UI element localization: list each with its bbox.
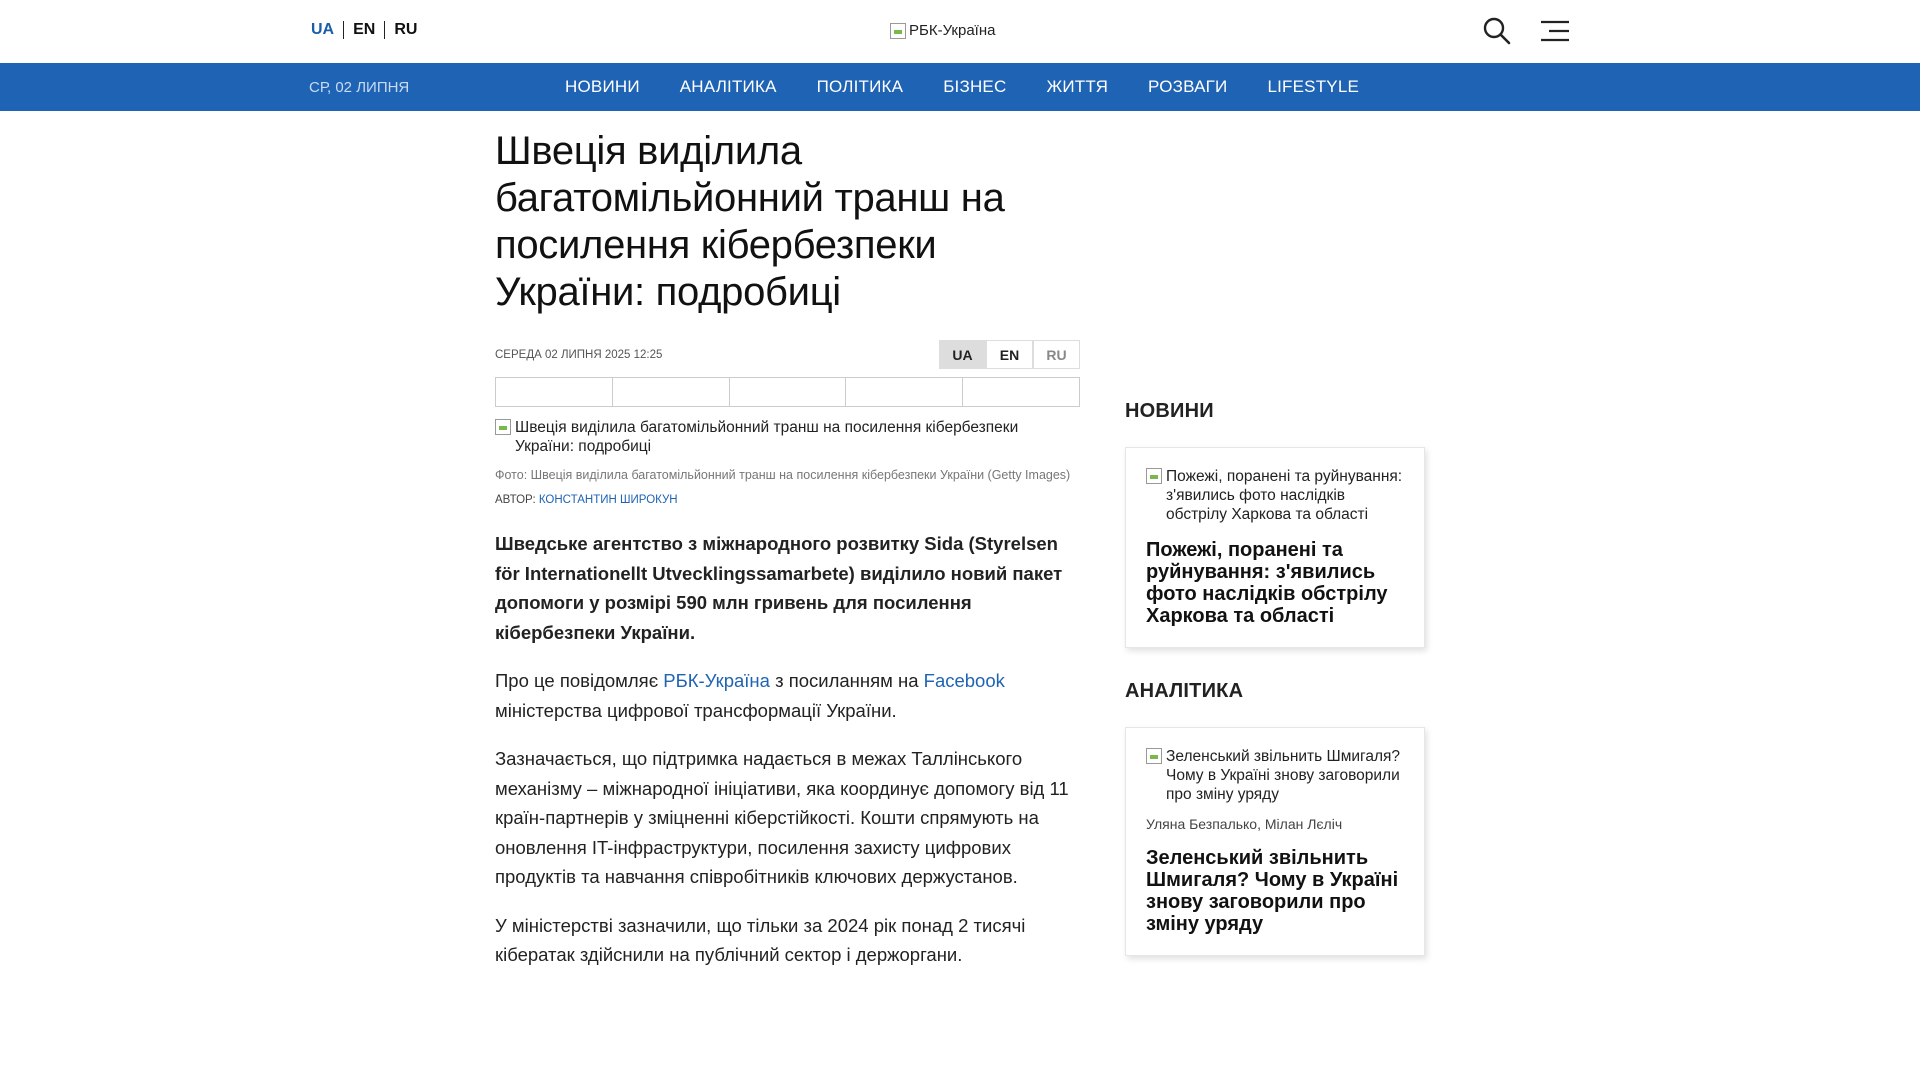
nav-item-entertainment[interactable]: РОЗВАГИ [1148,77,1228,96]
site-logo[interactable] [890,22,995,39]
article-image [495,418,1080,456]
article-language-switcher [939,340,1080,369]
nav-item-lifestyle[interactable]: LIFESTYLE [1267,77,1360,96]
p1-text: з посиланням на [769,670,924,691]
broken-image-icon [495,419,511,435]
main-navbar [0,63,1920,111]
article-date: СЕРЕДА 02 ЛИПНЯ 2025 12:25 [495,349,663,361]
nav-item-life[interactable]: ЖИТТЯ [1046,77,1109,96]
author-link[interactable]: КОНСТАНТИН ШИРОКУН [538,494,678,506]
analytics-card-authors: Уляна Безпалько, Мілан Лєліч [1146,816,1343,832]
news-card-image[interactable] [1146,467,1404,524]
news-card-headline[interactable]: Пожежі, поранені та руйнування: з'явились фото наслідків обстрілу Харкова та області [1146,539,1388,627]
article-lang-ua-button[interactable]: UA [939,340,986,369]
logo-alt-text: РБК-Україна [909,22,996,39]
search-icon[interactable] [1482,16,1512,46]
article-image-alt: Швеція виділила багатомільйонний транш на посилення кібербезпеки України: подробиці [515,419,1019,455]
article-paragraph: Зазначається, що підтримка надається в межах Таллінського механізму – міжнародної ініціативи, яка координує допомогу від 11 країн-партнерів у зміцненні кіберстійкості. Кошти спрямують на оновлення IT-інфраструктури, посилення захисту цифрових продуктів та навчання співробітників ключових держустанов. [495,748,1069,887]
lang-ua-link[interactable]: UA [311,21,335,38]
image-caption: Фото: Швеція виділила багатомільйонний транш на посилення кібербезпеки України (Getty Images) [495,468,1071,482]
article-paragraph [495,666,1080,725]
broken-image-icon [1146,468,1162,484]
p1-text: Про це повідомляє [495,670,664,691]
broken-image-icon [1146,748,1162,764]
share-button[interactable] [730,378,847,406]
nav-items [545,63,1379,111]
language-switcher [311,20,426,40]
share-button[interactable] [846,378,963,406]
article [495,128,1080,970]
broken-image-icon [890,23,906,39]
article-lang-ru-button[interactable]: RU [1033,340,1080,369]
analytics-card-image[interactable] [1146,747,1404,804]
analytics-card-image-alt: Зеленський звільнить Шмигаля? Чому в Україні знову заговорили про зміну уряду [1166,748,1401,803]
nav-item-analytics[interactable]: АНАЛІТИКА [679,77,777,96]
author-label: АВТОР: [495,494,536,506]
analytics-card[interactable] [1125,727,1425,956]
article-author [495,494,1080,506]
sidebar-news-title[interactable]: НОВИНИ [1125,400,1214,422]
share-button[interactable] [963,378,1079,406]
site-header [0,0,1920,63]
lang-ru-link[interactable]: RU [394,21,418,38]
share-buttons [495,377,1080,407]
current-date: СР, 02 ЛИПНЯ [309,79,410,96]
share-button[interactable] [613,378,730,406]
p1-text: міністерства цифрової трансформації України. [495,699,897,721]
article-title: Швеція виділила багатомільйонний транш на посилення кібербезпеки України: подробиці [495,129,1005,314]
article-paragraph: У міністерстві зазначили, що тільки за 2024 рік понад 2 тисячі кібератак здійснили на публічний сектор і держоргани. [495,914,1026,965]
sidebar [1125,400,1425,956]
article-lead: Шведське агентство з міжнародного розвитку Sida (Styrelsen för Internationellt Utvecklingssamarbete) виділило новий пакет допомоги у розмірі 590 млн гривень для посилення кібербезпеки України. [495,533,1063,643]
facebook-link[interactable]: Facebook [923,670,1005,691]
news-card[interactable] [1125,447,1425,648]
article-meta [495,340,1080,370]
lang-en-link[interactable]: EN [353,21,376,38]
analytics-card-headline[interactable]: Зеленський звільнить Шмигаля? Чому в Україні знову заговорили про зміну уряду [1146,847,1399,935]
nav-item-business[interactable]: БІЗНЕС [943,77,1007,96]
hamburger-menu-icon[interactable] [1540,20,1570,42]
sidebar-analytics-title[interactable]: АНАЛІТИКА [1125,680,1244,702]
share-button[interactable] [496,378,613,406]
nav-item-news[interactable]: НОВИНИ [565,77,640,96]
nav-item-politics[interactable]: ПОЛІТИКА [816,77,904,96]
rbc-ukraine-link[interactable]: РБК-Україна [663,670,770,691]
news-card-image-alt: Пожежі, поранені та руйнування: з'явились фото наслідків обстрілу Харкова та області [1166,468,1403,523]
article-lang-en-button[interactable]: EN [986,340,1033,369]
